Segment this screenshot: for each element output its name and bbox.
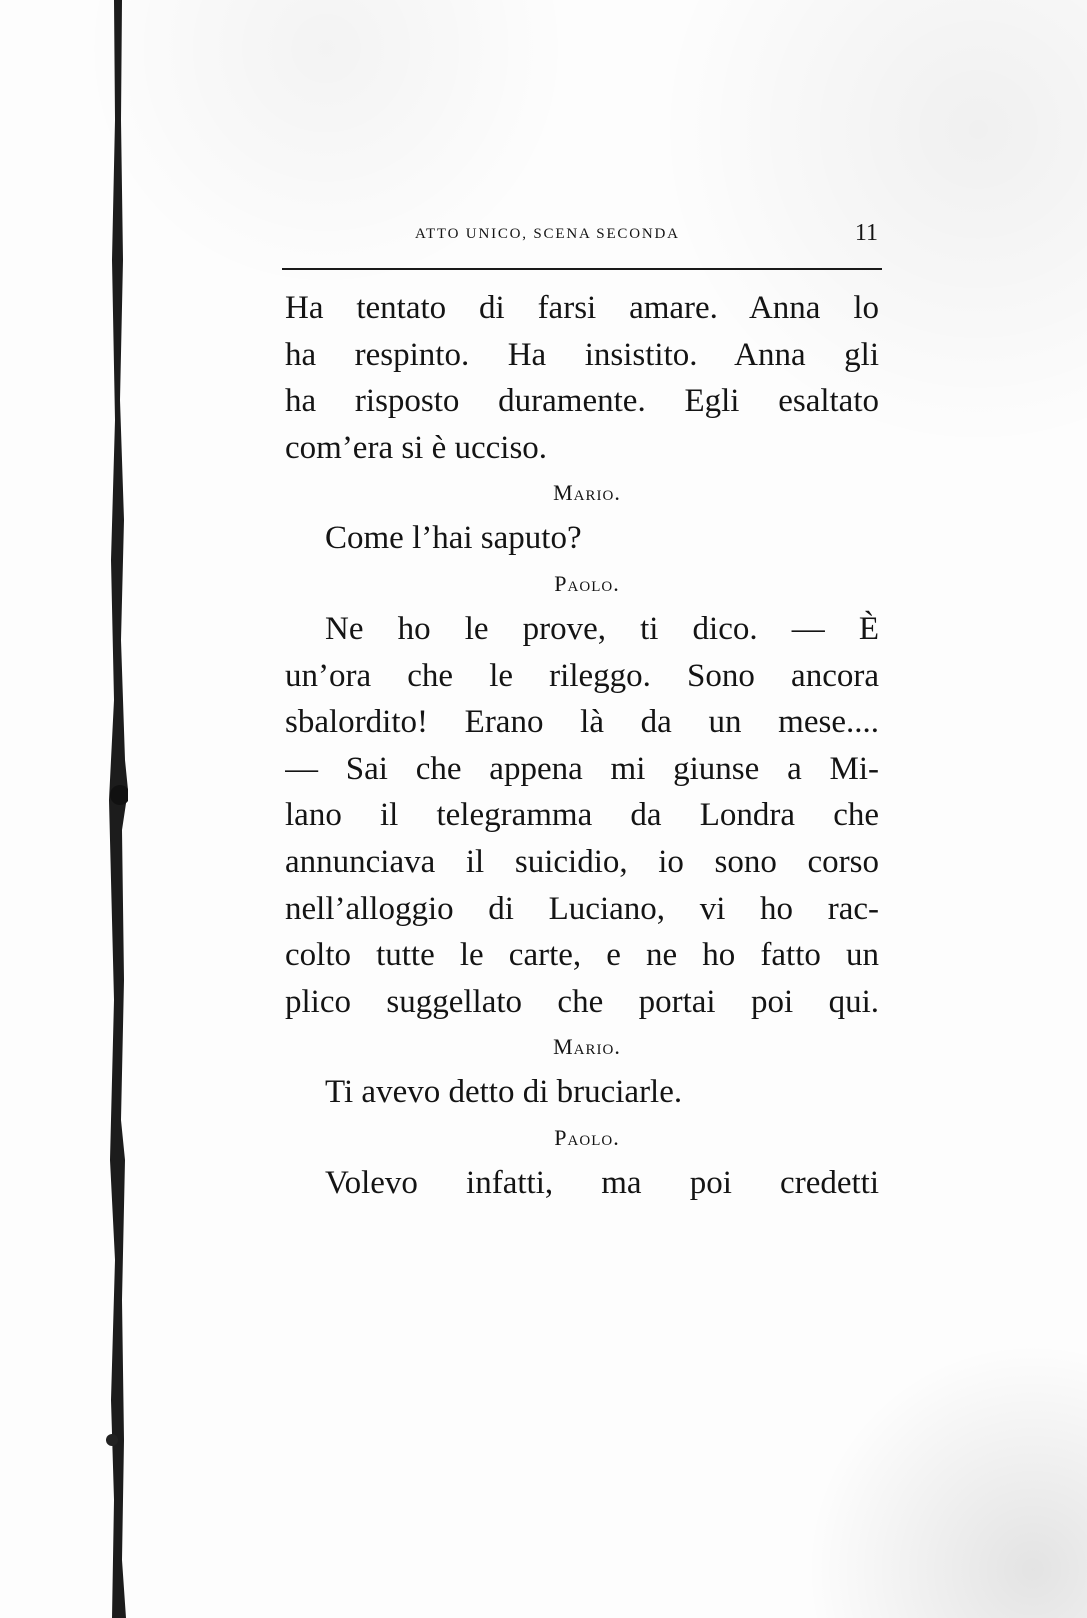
text-line: nell’alloggio di Luciano, vi ho rac- [285, 890, 879, 927]
text-line: Ha tentato di farsi amare. Anna lo [285, 290, 879, 326]
running-title: ATTO UNICO, SCENA SECONDA [415, 226, 680, 242]
text-line: ha respinto. Ha insistito. Anna gli [285, 336, 879, 373]
page-number: 11 [854, 220, 878, 246]
text-line: Ti avevo detto di bruciarle. [325, 1074, 683, 1111]
text-line: annunciava il suicidio, io sono corso [285, 843, 879, 880]
speaker-name: Paolo. [554, 570, 620, 596]
text-line: un’ora che le rileggo. Sono ancora [285, 657, 879, 694]
header-rule [282, 268, 882, 270]
text-line: Volevo infatti, ma poi credetti [325, 1164, 879, 1201]
speaker-name: Mario. [553, 1034, 621, 1060]
speaker-name: Paolo. [554, 1124, 620, 1150]
text-line: Ne ho le prove, ti dico. — È [325, 610, 879, 647]
text-line: Come l’hai saputo? [325, 520, 582, 557]
running-head [290, 222, 880, 262]
speaker-name: Mario. [553, 480, 621, 506]
text-line: lano il telegramma da Londra che [285, 797, 879, 834]
text-line: colto tutte le carte, e ne ho fatto un [285, 937, 879, 974]
text-line: com’era si è ucciso. [285, 429, 548, 466]
play-text [285, 285, 879, 1207]
text-line: — Sai che appena mi giunse a Mi- [285, 750, 879, 787]
text-line: sbalordito! Erano là da un mese.... [285, 704, 879, 741]
torn-binding-edge [106, 0, 128, 1618]
text-line: ha risposto duramente. Egli esaltato [285, 383, 879, 420]
text-line: plico suggellato che portai poi qui. [285, 983, 879, 1020]
